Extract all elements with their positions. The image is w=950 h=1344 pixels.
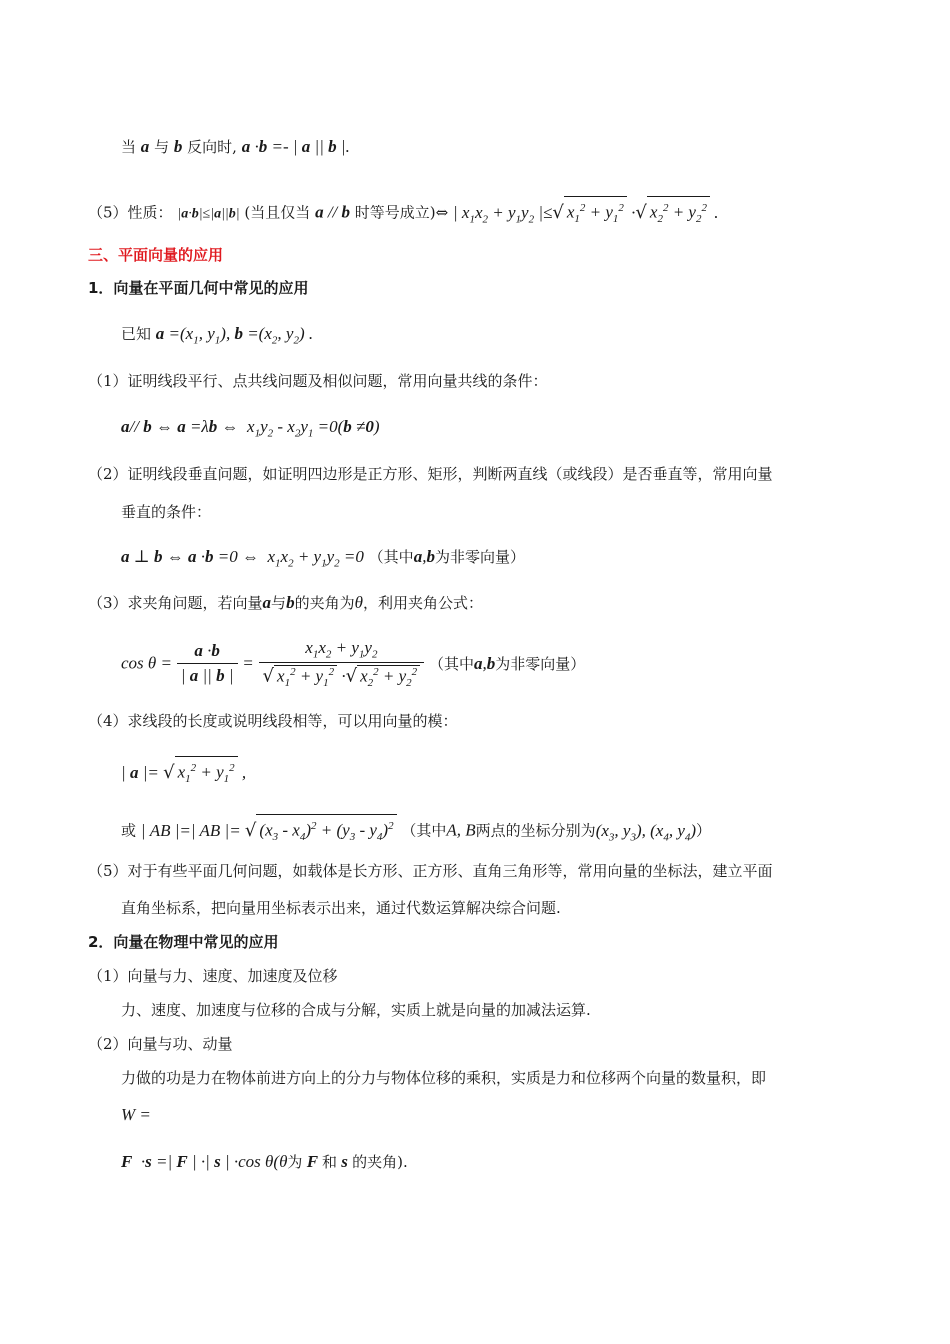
math-expr: a ⊥ b ⇔ a ·b =0 ⇔ $x_1x_2 + y_1y_2 =0$ bbox=[121, 547, 364, 570]
math-expr: $a =(x_1$, $y_1$), $b =(x_2$, $y_2$) . bbox=[155, 324, 314, 347]
text: 和 bbox=[321, 1153, 337, 1171]
paragraph: 直角坐标系，把向量用坐标表示出来，通过代数运算解决综合问题. bbox=[121, 899, 561, 917]
formula-magnitude bbox=[121, 756, 246, 790]
math: b bbox=[341, 202, 351, 222]
math-expr: | $x_1x_2 + y_1y_2$ |≤√ $x_1^2 + y_1^2$ ·√ $x_2^2 + y_2^2$ . bbox=[453, 203, 718, 222]
paragraph: （2）向量与功、动量 bbox=[88, 1035, 233, 1053]
work-equation-lhs: W = bbox=[121, 1105, 151, 1124]
text: ( bbox=[273, 1152, 280, 1171]
math-expr: | a |= √ $x_1^2 + y_1^2$ , bbox=[121, 763, 246, 782]
math: b bbox=[426, 547, 435, 566]
paragraph: （1）证明线段平行、点共线问题及相似问题，常用向量共线的条件： bbox=[88, 372, 548, 390]
math: θ bbox=[354, 593, 363, 612]
math: b bbox=[486, 654, 496, 674]
formula-collinear bbox=[121, 416, 380, 444]
text: （其中 bbox=[368, 548, 414, 566]
math: a bbox=[140, 137, 150, 156]
text: ，利用夹角公式： bbox=[362, 594, 483, 612]
fraction: $\frac{x_1x_2 + y_1y_2}{√ x_1^2 + y_1^2 \cdot√ x_2^2 + y_2^2}$ bbox=[259, 638, 425, 689]
text: 为非零向量） bbox=[434, 548, 525, 566]
text: （其中 bbox=[401, 821, 447, 840]
math: cos θ = bbox=[121, 653, 172, 673]
fraction: $\frac{a \cdot b}{| a || b |}$ bbox=[177, 641, 238, 686]
math: a bbox=[413, 547, 423, 566]
math-expr: a// b ⇔ a =λb ⇔ $x_1y_2 - x_2y_1 =0(b \ne 0)$ bbox=[121, 417, 380, 440]
section-heading: 三、平面向量的应用 bbox=[88, 246, 224, 264]
math: , bbox=[422, 547, 427, 566]
math: // bbox=[323, 202, 342, 222]
text: 已知 bbox=[121, 325, 152, 343]
math-expr: a ·b =- | a || b |. bbox=[241, 137, 350, 156]
subsection-heading: 1．向量在平面几何中常见的应用 bbox=[88, 279, 309, 297]
text: 当 bbox=[121, 138, 137, 156]
math: b bbox=[286, 593, 295, 612]
math: A, B bbox=[446, 820, 476, 840]
formula-cosine bbox=[121, 638, 585, 689]
text: 或 bbox=[121, 821, 137, 840]
text: 为 bbox=[287, 1153, 303, 1171]
math: , bbox=[482, 654, 487, 674]
text: （5）性质： bbox=[88, 203, 173, 222]
math: |a·b|≤|a||b| bbox=[177, 206, 240, 222]
text: 与 bbox=[154, 138, 170, 156]
math: a bbox=[315, 202, 324, 222]
math: = bbox=[242, 653, 254, 673]
math: b bbox=[173, 137, 183, 156]
math: s bbox=[337, 1152, 353, 1171]
line-known-vectors bbox=[121, 323, 313, 351]
text: ） bbox=[696, 821, 712, 840]
paragraph-angle bbox=[88, 592, 483, 614]
text: 反向时, bbox=[187, 138, 237, 156]
formula-perpendicular bbox=[121, 546, 525, 574]
text: 两点的坐标分别为 bbox=[475, 821, 596, 840]
text: 的夹角为 bbox=[294, 594, 355, 612]
line-opposite-direction bbox=[121, 136, 350, 158]
math: a bbox=[473, 654, 483, 674]
math: F bbox=[302, 1152, 322, 1171]
paragraph: （1）向量与力、速度、加速度及位移 bbox=[88, 967, 338, 985]
text: 与 bbox=[271, 594, 287, 612]
paragraph: 垂直的条件： bbox=[121, 503, 212, 521]
formula-work bbox=[121, 1151, 408, 1173]
math: ($x_3$, $y_3$), ($x_4$, $y_4$) bbox=[595, 820, 697, 844]
paragraph: （2）证明线段垂直问题，如证明四边形是正方形、矩形，判断两直线（或线段）是否垂直等，常用向量 bbox=[88, 465, 773, 483]
note bbox=[429, 655, 585, 673]
paragraph: （4）求线段的长度或说明线段相等，可以用向量的模： bbox=[88, 712, 458, 730]
paragraph: （5）对于有些平面几何问题，如载体是长方形、正方形、直角三角形等，常用向量的坐标法，建立平面 bbox=[88, 862, 773, 880]
math: a bbox=[262, 593, 272, 612]
text: (当且仅当 bbox=[244, 203, 311, 222]
math-expr: | AB |=| AB |= √ $(x_3 - x_4)^2 + (y_3 - y_4)^2$ bbox=[141, 821, 397, 840]
subsection-heading: 2．向量在物理中常见的应用 bbox=[88, 933, 279, 951]
text: （3）求夹角问题，若向量 bbox=[88, 594, 263, 612]
formula-distance bbox=[121, 814, 711, 848]
math: θ bbox=[279, 1152, 288, 1171]
text: （其中 bbox=[428, 655, 474, 674]
paragraph: 力、速度、加速度与位移的合成与分解，实质上就是向量的加减法运算. bbox=[121, 1001, 591, 1019]
math-expr: F ·s =| F | ·| s | ·cos θ bbox=[121, 1152, 274, 1171]
text: 的夹角). bbox=[352, 1153, 408, 1171]
text: 时等号成立)⇔ bbox=[354, 203, 449, 222]
text: 为非零向量） bbox=[495, 655, 586, 674]
line-property-5 bbox=[88, 196, 718, 230]
paragraph: 力做的功是力在物体前进方向上的分力与物体位移的乘积，实质是力和位移两个向量的数量积，即 bbox=[121, 1069, 767, 1087]
